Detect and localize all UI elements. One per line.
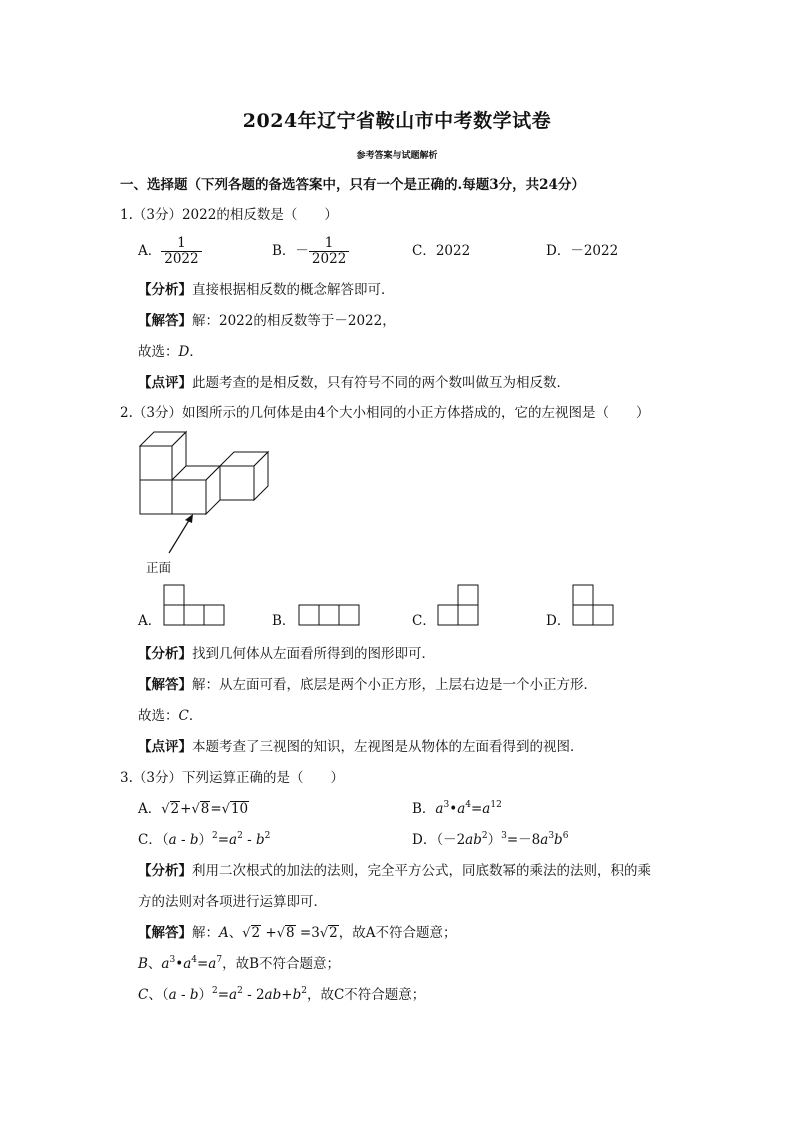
q1-analysis-tag: 【分析】 xyxy=(138,282,192,298)
q2-option-a-figure xyxy=(163,584,225,626)
q2-front-label: 正面 xyxy=(146,560,172,575)
q1-option-b-fraction xyxy=(309,236,349,267)
q3-analysis-text-1: 利用二次根式的加法的法则，完全平方公式，同底数幂的乘法的法则，积的乘 xyxy=(192,863,651,879)
q3-analysis-tag: 【分析】 xyxy=(138,863,192,879)
q1-comment-tag: 【点评】 xyxy=(138,375,192,391)
q2-option-d: D． xyxy=(546,613,571,629)
q1-choice xyxy=(138,343,203,361)
q2-analysis xyxy=(138,645,435,663)
q3-answer-b-suffix: ，故B不符合题意； xyxy=(222,956,341,972)
q2-stem: 2.（3分）如图所示的几何体是由4个大小相同的小正方体搭成的，它的左视图是（ ） xyxy=(120,405,650,421)
q1-answer-text: 解：2022的相反数等于－2022， xyxy=(192,313,396,329)
sqrt-icon: √ xyxy=(221,802,230,817)
sqrt-icon: √ xyxy=(191,802,200,817)
q3-option-c-label: C． xyxy=(138,832,162,848)
q2-option-c: C． xyxy=(412,613,436,629)
q3-answer-a: 【解答】解：A、√2 +√8 =3√2，故A不符合题意； xyxy=(138,925,457,941)
q2-option-a: A． xyxy=(138,613,162,629)
section-heading: 一、选择题（下列各题的备选答案中，只有一个是正确的.每题3分，共24分） xyxy=(120,177,585,193)
q1-option-b-label: B．－ xyxy=(272,243,309,259)
q1-option-c: C．2022 xyxy=(412,243,471,259)
q3-option-a: A．√2+√8=√10 xyxy=(138,801,249,817)
q3-answer-tag: 【解答】 xyxy=(138,925,192,941)
q3-stem: 3.（3分）下列运算正确的是（ ） xyxy=(120,770,344,786)
q3-option-a-label: A． xyxy=(138,801,162,817)
q3-analysis xyxy=(138,862,651,880)
q1-option-d: D．－2022 xyxy=(546,243,619,259)
q1-option-a xyxy=(138,236,202,267)
q2-answer-text: 解：从左面可看，底层是两个小正方形，上层右边是一个小正方形． xyxy=(192,677,597,693)
q2-answer-tag: 【解答】 xyxy=(138,677,192,693)
sqrt-icon: √ xyxy=(276,926,286,941)
q2-option-d-figure xyxy=(572,584,614,626)
q3-answer-c: C、$(a - b)^2=a^2 - 2ab+b^2$，故C不符合题意； xyxy=(138,986,426,1003)
q3-option-d: D．$(-2ab^2)^3=-8a^3b^6$ xyxy=(412,831,569,848)
q2-comment-text: 本题考查了三视图的知识，左视图是从物体的左面看得到的视图． xyxy=(192,739,584,755)
q1-option-b-denominator: 2022 xyxy=(311,251,347,267)
q1-answer xyxy=(138,312,396,330)
q1-choice-prefix: 故选： xyxy=(138,344,179,360)
q1-analysis xyxy=(138,281,395,299)
q2-choice-prefix: 故选： xyxy=(138,708,179,724)
q1-comment-text: 此题考查的是相反数，只有符号不同的两个数叫做互为相反数． xyxy=(192,375,570,391)
sqrt-icon: √ xyxy=(242,926,251,941)
q1-option-a-denominator: 2022 xyxy=(164,251,199,267)
q2-choice-letter: C xyxy=(178,708,189,724)
q2-analysis-text: 找到几何体从左面看所得到的图形即可． xyxy=(192,646,435,662)
q2-answer xyxy=(138,676,597,694)
q2-comment xyxy=(138,738,584,756)
q2-front-arrow-icon xyxy=(166,512,196,556)
q2-option-b: B． xyxy=(272,613,296,629)
q1-option-b-numerator: 1 xyxy=(309,236,349,252)
q2-option-b-figure xyxy=(298,604,360,626)
q3-analysis-text-2: 方的法则对各项进行运算即可． xyxy=(138,894,327,910)
q1-option-a-fraction xyxy=(161,236,201,267)
page-subtitle: 参考答案与试题解析 xyxy=(356,151,438,161)
q1-option-b xyxy=(272,236,349,267)
q2-choice xyxy=(138,707,202,725)
q3-option-b-label: B． xyxy=(412,801,436,817)
q2-solid-figure xyxy=(138,430,273,520)
q1-comment xyxy=(138,374,570,392)
q2-comment-tag: 【点评】 xyxy=(138,739,192,755)
q1-option-a-numerator: 1 xyxy=(161,236,201,252)
q1-option-a-label: A． xyxy=(138,243,162,259)
q1-choice-letter: D xyxy=(178,344,190,360)
q3-option-b: B．$a^3•a^4=a^{12}$ xyxy=(412,800,502,817)
q1-analysis-text: 直接根据相反数的概念解答即可． xyxy=(192,282,395,298)
page-title: 2024年辽宁省鞍山市中考数学试卷 xyxy=(242,110,552,132)
q1-choice-suffix: ． xyxy=(189,344,203,360)
q1-answer-tag: 【解答】 xyxy=(138,313,192,329)
q2-choice-suffix: ． xyxy=(188,708,203,724)
q3-answer-a-suffix: ，故A不符合题意； xyxy=(338,925,457,941)
q3-option-c: C．$(a - b)^2=a^2 - b^2$ xyxy=(138,831,271,848)
sqrt-icon: √ xyxy=(319,926,329,941)
q3-option-d-label: D． xyxy=(412,832,437,848)
q1-stem: 1.（3分）2022的相反数是（ ） xyxy=(120,207,338,223)
q3-answer-b: B、$a^3•a^4=a^7$，故B不符合题意； xyxy=(138,955,341,972)
q2-analysis-tag: 【分析】 xyxy=(138,646,192,662)
q3-answer-c-suffix: ，故C不符合题意； xyxy=(306,987,426,1003)
q2-option-c-figure xyxy=(437,584,479,626)
q3-answer-prefix: 解： xyxy=(192,925,219,941)
sqrt-icon: √ xyxy=(161,802,170,817)
